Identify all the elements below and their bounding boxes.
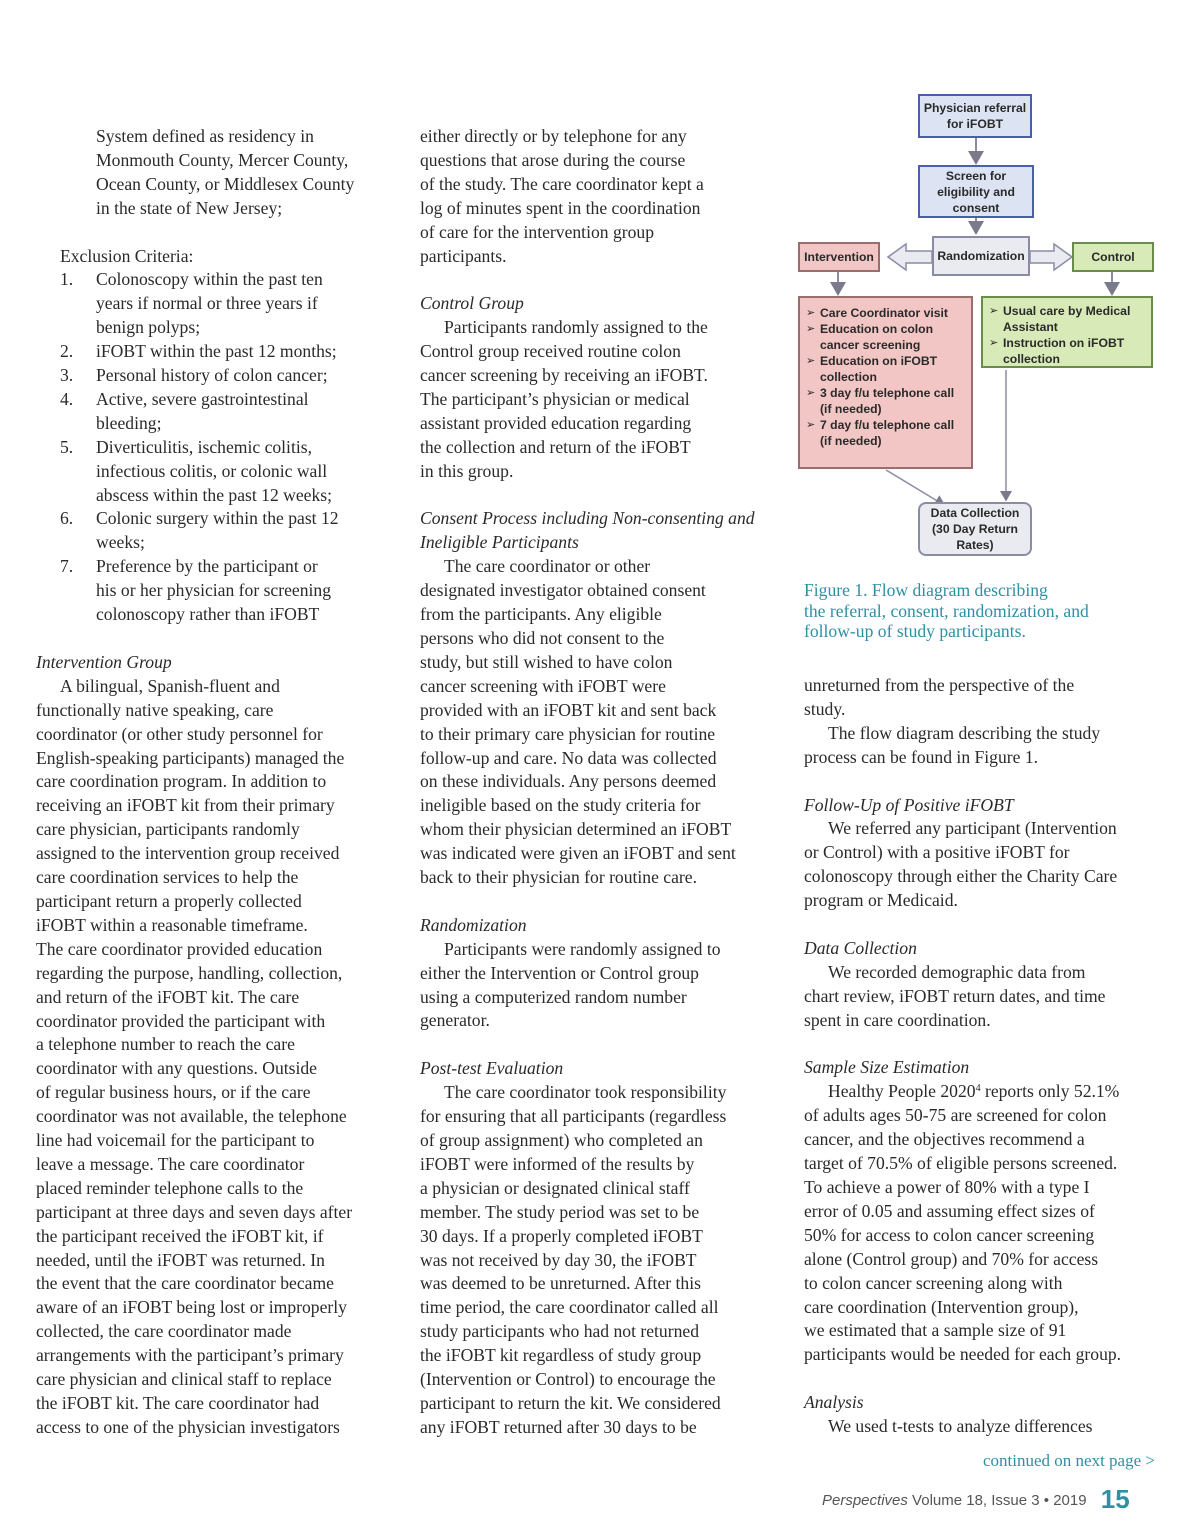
column-2	[420, 125, 780, 1440]
text-line: iFOBT within a reasonable timeframe.	[36, 914, 308, 935]
text-line: participants.	[420, 245, 507, 266]
followup-heading: Follow-Up of Positive iFOBT	[804, 794, 1014, 815]
text-line: placed reminder telephone calls to the	[36, 1177, 304, 1198]
text-line: (Intervention or Control) to encourage the	[420, 1369, 716, 1390]
posttest-heading: Post-test Evaluation	[420, 1058, 564, 1079]
text-line: in this group.	[420, 460, 514, 481]
text-line: Control group received routine colon	[420, 341, 681, 362]
text-line: log of minutes spent in the coordination	[420, 197, 701, 218]
list-item: 6. Colonic surgery within the past 12 weeks;	[60, 508, 339, 553]
text-line: coordinator with any questions. Outside	[36, 1058, 317, 1079]
arrow-to-control	[1030, 244, 1072, 270]
list-item: 7. Preference by the participant or his or her physician for screening colonoscopy rather than iFOBT	[60, 556, 331, 625]
intervention-group-heading: Intervention Group	[36, 651, 172, 672]
text-line: the collection and return of the iFOBT	[420, 436, 691, 457]
text-line: To achieve a power of 80% with a type I	[804, 1176, 1090, 1197]
text-line: participant return a properly collected	[36, 890, 302, 911]
analysis-heading: Analysis	[804, 1392, 864, 1413]
text-line: coordinator (or other study personnel for	[36, 723, 323, 744]
text-line: a physician or designated clinical staff	[420, 1177, 690, 1198]
screen-box: Screen for eligibility and consent	[918, 165, 1034, 218]
text-line: Participants were randomly assigned to	[444, 938, 721, 959]
control-details-box: ➢ Usual care by Medical Assistant ➢ Instruction on iFOBT collection	[981, 296, 1153, 368]
text-line: The participant’s physician or medical	[420, 388, 690, 409]
text-line: Ocean County, or Middlesex County	[96, 173, 355, 194]
text-line: any iFOBT returned after 30 days to be	[420, 1416, 697, 1437]
text-line: We recorded demographic data from	[828, 961, 1086, 982]
text-line: A bilingual, Spanish-fluent and	[60, 675, 280, 696]
list-item: ➢ Instruction on iFOBT	[989, 336, 1125, 350]
text-line: using a computerized random number	[420, 986, 687, 1007]
exclusion-heading: Exclusion Criteria:	[60, 245, 194, 266]
text-line: spent in care coordination.	[804, 1009, 991, 1030]
text-line: study, but still wished to have colon	[420, 651, 673, 672]
data-collection-box: Data Collection (30 Day Return Rates)	[918, 502, 1032, 556]
text-line: arrangements with the participant’s primary	[36, 1345, 344, 1366]
text-line: the iFOBT kit. The care coordinator had	[36, 1393, 320, 1413]
list-item: 3. Personal history of colon cancer;	[60, 365, 328, 386]
posttest-paragraph	[420, 1081, 780, 1440]
text-line: needed, until the iFOBT was returned. In	[36, 1249, 325, 1270]
text-line: assigned to the intervention group received	[36, 843, 340, 864]
text-line: the iFOBT kit regardless of study group	[420, 1345, 702, 1366]
intervention-details-box: ➢ Care Coordinator visit ➢ Education on colon cancer screening ➢ Education on iFOBT collection ➢ 3 day f/u telephone call (if needed) ➢ 7 day f/u telephone call (if needed)	[798, 296, 973, 469]
text-line: chart review, iFOBT return dates, and time	[804, 985, 1106, 1006]
intervention-paragraph	[36, 675, 396, 1440]
text-line: access to one of the physician investigators	[36, 1416, 340, 1437]
text-line: and return of the iFOBT kit. The care	[36, 986, 300, 1007]
text-line: program or Medicaid.	[804, 890, 958, 911]
text-line: to their primary care physician for routine	[420, 723, 716, 744]
list-item: ➢ Care Coordinator visit	[806, 306, 948, 320]
publication-name: Perspectives	[822, 1492, 908, 1509]
text-line: was not received by day 30, the iFOBT	[420, 1249, 697, 1270]
text-line: error of 0.05 and assuming effect sizes of	[804, 1200, 1095, 1221]
data-collection-heading: Data Collection	[804, 937, 917, 958]
text-line: we estimated that a sample size of 91	[804, 1320, 1067, 1341]
randomization-paragraph	[420, 938, 780, 1034]
arrow-intervention-to-data	[886, 470, 944, 505]
text-line: participant at three days and seven days after	[36, 1201, 353, 1222]
text-line: participants would be needed for each group.	[804, 1344, 1122, 1365]
text-line: was indicated were given an iFOBT and sent	[420, 843, 736, 864]
consent-heading-line-1: Consent Process including Non-consenting and	[420, 508, 755, 529]
issue-info: Volume 18, Issue 3 • 2019	[912, 1492, 1087, 1509]
page-number: 15	[1100, 1484, 1130, 1514]
text-line: The care coordinator took responsibility	[444, 1082, 727, 1103]
flow-reference-paragraph	[804, 722, 1166, 770]
text-line: was deemed to be unreturned. After this	[420, 1273, 701, 1294]
consent-heading-line-2: Ineligible Participants	[420, 532, 579, 553]
text-line: receiving an iFOBT kit from their primary	[36, 795, 335, 816]
text-line: Healthy People 2020$^4$ reports only 52.1%	[828, 1081, 1120, 1102]
text-line: We used t-tests to analyze differences	[828, 1416, 1093, 1437]
text-line: of adults ages 50-75 are screened for colon	[804, 1105, 1107, 1126]
text-line: back to their physician for routine care.	[420, 867, 697, 888]
text-line: System defined as residency in	[96, 126, 314, 146]
text-line: a telephone number to reach the care	[36, 1034, 295, 1055]
text-line: The care coordinator provided education	[36, 938, 323, 959]
text-line: care coordination services to help the	[36, 867, 299, 888]
text-line: target of 70.5% of eligible persons screened.	[804, 1153, 1118, 1174]
text-line: care coordination program. In addition to	[36, 771, 327, 792]
text-line: member. The study period was set to be	[420, 1201, 700, 1222]
page-footer	[822, 1484, 1130, 1515]
text-line: cancer screening by receiving an iFOBT.	[420, 365, 708, 386]
control-box: Control	[1072, 242, 1154, 272]
control-paragraph	[420, 316, 780, 483]
text-line: or Control) with a positive iFOBT for	[804, 842, 1070, 863]
text-line: ineligible based on the study criteria for	[420, 795, 701, 816]
text-line: follow-up and care. No data was collected	[420, 747, 717, 768]
text-line: either directly or by telephone for any	[420, 126, 687, 146]
text-line: regarding the purpose, handling, collection,	[36, 962, 343, 983]
text-line: persons who did not consent to the	[420, 628, 665, 648]
column-1	[36, 125, 396, 1440]
text-line: collected, the care coordinator made	[36, 1321, 292, 1342]
text-line: iFOBT were informed of the results by	[420, 1153, 695, 1174]
text-line: to colon cancer screening along with	[804, 1272, 1063, 1293]
list-item: 1. Colonoscopy within the past ten years if normal or three years if benign polyps;	[60, 269, 323, 338]
randomization-box: Randomization	[932, 236, 1030, 276]
sample-size-paragraph	[804, 1104, 1166, 1367]
text-line: English-speaking participants) managed the	[36, 747, 345, 768]
randomization-heading: Randomization	[420, 914, 527, 935]
text-line: unreturned from the perspective of the	[804, 675, 1075, 695]
physician-referral-box: Physician referral for iFOBT	[918, 94, 1032, 138]
intervention-box: Intervention	[798, 242, 880, 272]
text-line: coordinator provided the participant with	[36, 1010, 326, 1031]
text-line: cancer, and the objectives recommend a	[804, 1129, 1085, 1150]
text-line: The care coordinator or other	[444, 556, 651, 577]
text-line: designated investigator obtained consent	[420, 580, 706, 601]
continued-paragraph	[804, 674, 1166, 722]
text-line: alone (Control group) and 70% for access	[804, 1248, 1099, 1269]
data-collection-paragraph	[804, 961, 1166, 1033]
text-line: the participant received the iFOBT kit, if	[36, 1225, 324, 1246]
continued-paragraph	[420, 125, 780, 268]
text-line: process can be found in Figure 1.	[804, 746, 1039, 767]
text-line: either the Intervention or Control group	[420, 962, 699, 983]
text-line: participant to return the kit. We considered	[420, 1392, 721, 1413]
text-line: care physician and clinical staff to replace	[36, 1369, 332, 1390]
text-line: aware of an iFOBT being lost or improperly	[36, 1297, 347, 1318]
text-line: study participants who had not returned	[420, 1321, 699, 1342]
text-line: provided with an iFOBT kit and sent back	[420, 699, 717, 720]
text-line: of regular business hours, or if the care	[36, 1082, 311, 1103]
text-line: from the participants. Any eligible	[420, 604, 662, 625]
arrow-to-intervention	[888, 244, 932, 270]
text-line: 50% for access to colon cancer screening	[804, 1224, 1095, 1245]
text-line: assistant provided education regarding	[420, 412, 692, 433]
consent-paragraph	[420, 555, 780, 890]
criteria-tail	[36, 125, 396, 221]
text-line: colonoscopy through either the Charity Care	[804, 866, 1118, 887]
text-line: questions that arose during the course	[420, 149, 686, 170]
text-line: generator.	[420, 1010, 490, 1031]
analysis-paragraph	[804, 1415, 1166, 1439]
exclusion-list	[36, 268, 396, 627]
list-item: 5. Diverticulitis, ischemic colitis, infectious colitis, or colonic wall abscess within the past 12 weeks;	[60, 436, 333, 505]
text-line: functionally native speaking, care	[36, 699, 274, 720]
list-item: 2. iFOBT within the past 12 months;	[60, 341, 337, 362]
text-line: The flow diagram describing the study	[828, 722, 1101, 743]
text-line: line had voicemail for the participant to	[36, 1130, 315, 1151]
list-item: 4. Active, severe gastrointestinal bleeding;	[60, 388, 309, 433]
list-item: ➢ Usual care by Medical	[989, 304, 1131, 318]
text-line: of group assignment) who completed an	[420, 1130, 703, 1150]
list-item: ➢ Education on colon	[806, 322, 934, 336]
text-line: for ensuring that all participants (regardless	[420, 1106, 727, 1127]
text-line: study.	[804, 698, 846, 719]
text-line: care physician, participants randomly	[36, 819, 300, 840]
text-line: Participants randomly assigned to the	[444, 317, 708, 338]
list-item: ➢ 3 day f/u telephone call	[806, 386, 955, 400]
sample-size-heading: Sample Size Estimation	[804, 1057, 970, 1078]
text-line: leave a message. The care coordinator	[36, 1153, 305, 1174]
text-line: We referred any participant (Intervention	[828, 818, 1117, 839]
continued-link[interactable]: continued on next page >	[983, 1451, 1155, 1470]
text-line: 30 days. If a properly completed iFOBT	[420, 1225, 703, 1246]
flow-diagram	[796, 90, 1166, 560]
text-line: of the study. The care coordinator kept a	[420, 173, 704, 194]
text-line: of care for the intervention group	[420, 221, 655, 242]
text-line: in the state of New Jersey;	[96, 197, 283, 218]
text-line: Monmouth County, Mercer County,	[96, 149, 349, 170]
text-line: care coordination (Intervention group),	[804, 1296, 1079, 1317]
figure-caption: Figure 1. Flow diagram describing the referral, consent, randomization, and follow-up of study participants.	[804, 580, 1089, 641]
text-line: the event that the care coordinator became	[36, 1273, 334, 1294]
text-line: whom their physician determined an iFOBT	[420, 819, 732, 840]
followup-paragraph	[804, 817, 1166, 913]
list-item: ➢ Education on iFOBT	[806, 354, 938, 368]
text-line: time period, the care coordinator called all	[420, 1297, 719, 1318]
text-line: cancer screening with iFOBT were	[420, 675, 666, 696]
text-line: on these individuals. Any persons deemed	[420, 771, 717, 792]
list-item: ➢ 7 day f/u telephone call	[806, 418, 955, 432]
text-line: coordinator was not available, the telephone	[36, 1106, 347, 1127]
column-3	[804, 674, 1166, 1439]
control-group-heading: Control Group	[420, 293, 524, 314]
